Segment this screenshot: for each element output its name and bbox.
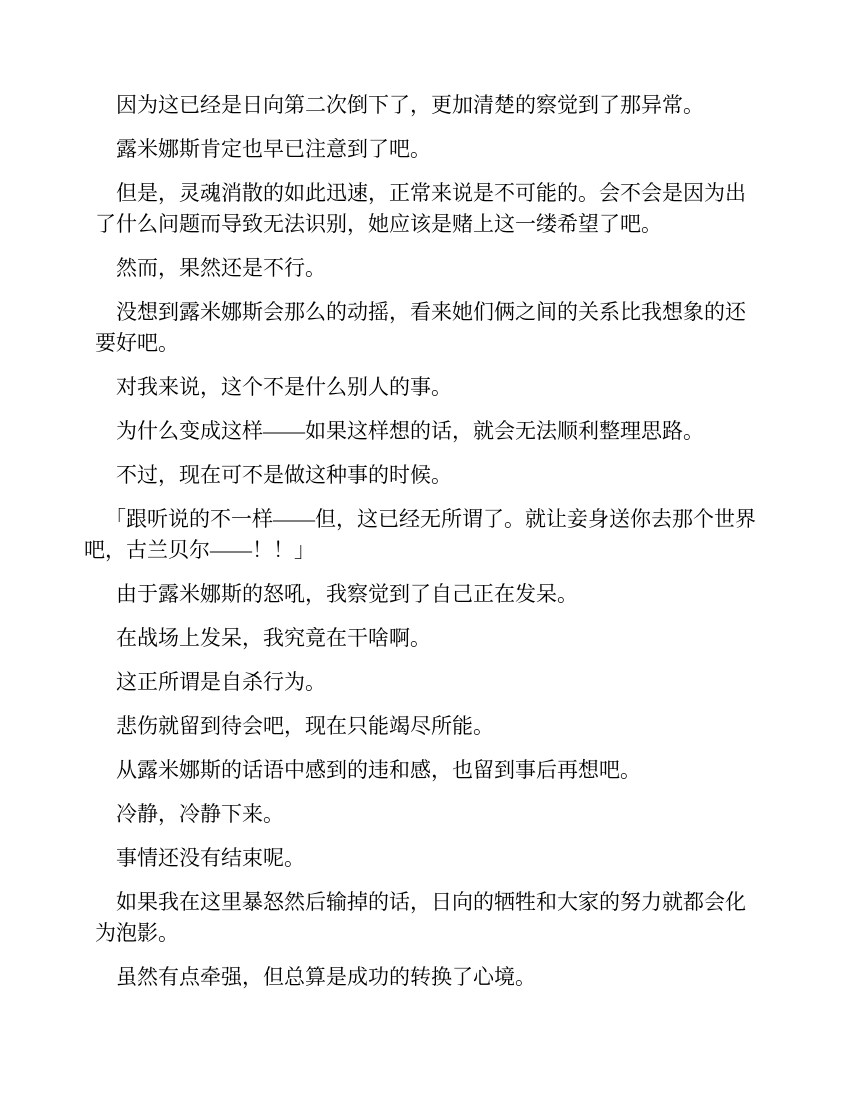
paragraph: 露米娜斯肯定也早已注意到了吧。: [116, 137, 431, 161]
paragraph: 冷静，冷静下来。: [116, 802, 284, 826]
paragraph: 为什么变成这样——如果这样想的话，就会无法顺利整理思路。: [116, 419, 704, 443]
paragraph: 然而，果然还是不行。: [116, 256, 326, 280]
paragraph: 如果我在这里暴怒然后输掉的话，日向的牺牲和大家的努力就都会化为泡影。: [95, 890, 746, 945]
paragraph: 但是，灵魂消散的如此迅速，正常来说是不可能的。会不会是因为出了什么问题而导致无法识别，她应该是赌上这一缕希望了吧。: [95, 181, 746, 236]
paragraph: 悲伤就留到待会吧，现在只能竭尽所能。: [116, 714, 494, 738]
paragraph: 从露米娜斯的话语中感到的违和感，也留到事后再想吧。: [116, 758, 641, 782]
paragraph: 这正所谓是自杀行为。: [116, 670, 326, 694]
paragraph: 由于露米娜斯的怒吼，我察觉到了自己正在发呆。: [116, 582, 578, 606]
paragraph: 虽然有点牵强，但总算是成功的转换了心境。: [116, 965, 536, 989]
paragraph: 因为这已经是日向第二次倒下了，更加清楚的察觉到了那异常。: [116, 93, 704, 117]
paragraph: 事情还没有结束呢。: [116, 846, 305, 870]
paragraph: 不过，现在可不是做这种事的时候。: [116, 463, 452, 487]
dialogue-paragraph: 「跟听说的不一样——但，这已经无所谓了。就让妾身送你去那个世界吧，古兰贝尔——！！」: [84, 507, 756, 562]
paragraph: 对我来说，这个不是什么别人的事。: [116, 375, 452, 399]
paragraph: 在战场上发呆，我究竟在干啥啊。: [116, 626, 431, 650]
paragraph: 没想到露米娜斯会那么的动摇，看来她们俩之间的关系比我想象的还要好吧。: [95, 300, 746, 355]
